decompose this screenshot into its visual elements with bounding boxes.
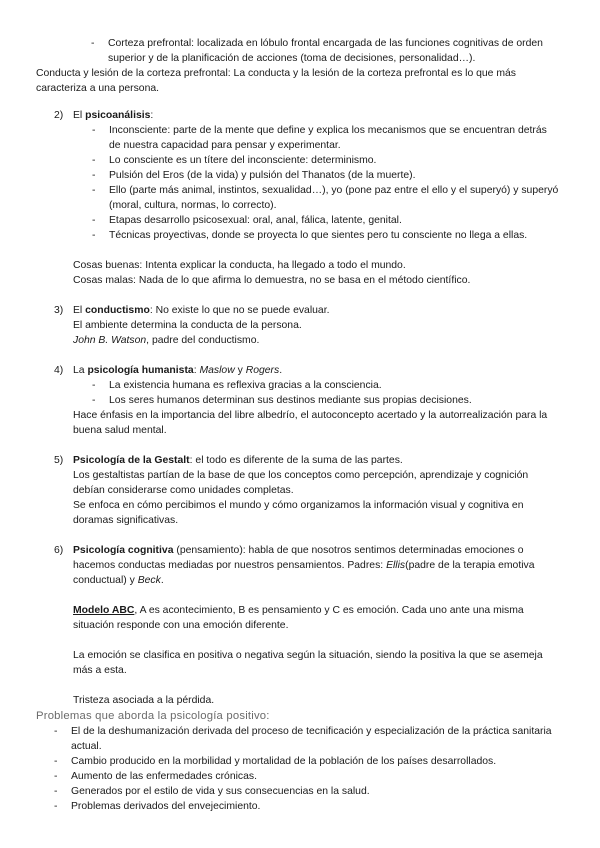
section-number: 4) [54, 365, 64, 376]
gestalt-term: Psicología de la Gestalt [73, 455, 190, 466]
section-title: El psicoanálisis: [73, 110, 154, 121]
conductismo-term: conductismo [85, 305, 150, 316]
list-item: - Ello (parte más animal, instintos, sexualidad…), yo (pone paz entre el ello y el superyó) y superyó (moral, cultura, normas, lo correcto). [92, 185, 559, 211]
section-humanista [54, 363, 559, 438]
cortex-text: Corteza prefrontal: localizada en lóbulo frontal encargada de las funciones cognitivas de orden superior y de la planificación de acciones (toma de decisiones, personalidad…). [108, 38, 543, 64]
author-name: John B. Watson [73, 335, 147, 346]
conducta-paragraph [36, 66, 561, 96]
section-cognitiva [54, 543, 559, 708]
gestalt-paragraph: Los gestaltistas partían de la base de que los conceptos como percepción, aprendizaje y cognición debían considerarse como unidades completas. [73, 470, 529, 496]
emotion-paragraph: La emoción se clasifica en positiva o negativa según la situación, siendo la positiva la que se asemeja más a esta. [73, 650, 543, 676]
list-item: - Inconsciente: parte de la mente que define y explica los mecanismos que se encuentran detrás de nuestra capacidad para pensar y experimentar. [92, 125, 547, 151]
dash-marker: - [91, 38, 95, 49]
list-item: - El de la deshumanización derivada del proceso de tecnificación y especialización de la práctica sanitaria actual. [54, 726, 552, 752]
bad-points: Cosas malas: Nada de lo que afirma lo demuestra, no se basa en el método científico. [73, 275, 471, 286]
psicoanalisis-term: psicoanálisis [85, 110, 151, 121]
section-psicoanalisis [54, 108, 559, 288]
author-name: Beck [137, 575, 161, 586]
section-title: Psicología de la Gestalt: el todo es diferente de la suma de las partes. [73, 455, 403, 466]
abc-label: Modelo ABC [73, 605, 135, 616]
abc-paragraph: Modelo ABC, A es acontecimiento, B es pensamiento y C es emoción. Cada uno ante una misma situación responde con una emoción diferente. [73, 605, 524, 631]
conductismo-author-line: John B. Watson, padre del conductismo. [73, 335, 260, 346]
cognitiva-term: Psicología cognitiva [73, 545, 174, 556]
tristeza-paragraph: Tristeza asociada a la pérdida. [73, 695, 215, 706]
humanista-note: Hace énfasis en la importancia del libre albedrío, el autoconcepto acertado y la autorrealización para la buena salud mental. [73, 410, 548, 436]
good-points: Cosas buenas: Intenta explicar la conducta, ha llegado a todo el mundo. [73, 260, 406, 271]
author-name: Ellis [386, 560, 406, 571]
section-conductismo [54, 303, 559, 348]
numbered-list [54, 108, 559, 708]
list-item: - Generados por el estilo de vida y sus consecuencias en la salud. [54, 786, 370, 797]
intro-bullet-list [91, 36, 549, 66]
author-name: Maslow [199, 365, 235, 376]
conducta-text: Conducta y lesión de la corteza prefrontal: La conducta y la lesión de la corteza prefrontal es lo que más caracteriza a una persona. [36, 68, 516, 94]
list-item: - Etapas desarrollo psicosexual: oral, anal, fálica, latente, genital. [92, 215, 402, 226]
conductismo-line: El ambiente determina la conducta de la persona. [73, 320, 302, 331]
list-item: - Problemas derivados del envejecimiento. [54, 801, 261, 812]
list-item: - Lo consciente es un títere del inconsciente: determinismo. [92, 155, 377, 166]
positiva-section [36, 709, 561, 814]
positiva-bullets [54, 724, 561, 814]
list-item: - Cambio producido en la morbilidad y mortalidad de la población de los países desarrollados. [54, 756, 497, 767]
list-item: - Aumento de las enfermedades crónicas. [54, 771, 257, 782]
author-name: Rogers [245, 365, 280, 376]
list-item: - Pulsión del Eros (de la vida) y pulsión del Thanatos (de la muerte). [92, 170, 416, 181]
positiva-heading: Problemas que aborda la psicología positivo: [36, 710, 270, 722]
section-title: Psicología cognitiva (pensamiento): habla de que nosotros sentimos determinadas emociones o hacemos conductas mediadas por nuestros pensamientos. Padres: Ellis(padre de la terapia emotiva conductual) y Beck. [73, 545, 535, 586]
humanista-term: psicología humanista [87, 365, 194, 376]
list-item: - Los seres humanos determinan sus destinos mediante sus propias decisiones. [92, 395, 472, 406]
section-gestalt [54, 453, 559, 528]
section-number: 2) [54, 110, 64, 121]
humanista-bullets [92, 378, 559, 408]
section-number: 3) [54, 305, 64, 316]
section-number: 6) [54, 545, 64, 556]
section-title: La psicología humanista: Maslow y Rogers. [73, 365, 283, 376]
cortex-bullet [91, 36, 549, 66]
section-title: El conductismo: No existe lo que no se puede evaluar. [73, 305, 330, 316]
list-item: - Técnicas proyectivas, donde se proyecta lo que sientes pero tu consciente no llega a ellas. [92, 230, 528, 241]
gestalt-paragraph: Se enfoca en cómo percibimos el mundo y cómo organizamos la información visual y cognitiva en doramas significativas. [73, 500, 524, 526]
section-number: 5) [54, 455, 64, 466]
list-item: - La existencia humana es reflexiva gracias a la consciencia. [92, 380, 382, 391]
psicoanalisis-bullets [92, 123, 559, 243]
